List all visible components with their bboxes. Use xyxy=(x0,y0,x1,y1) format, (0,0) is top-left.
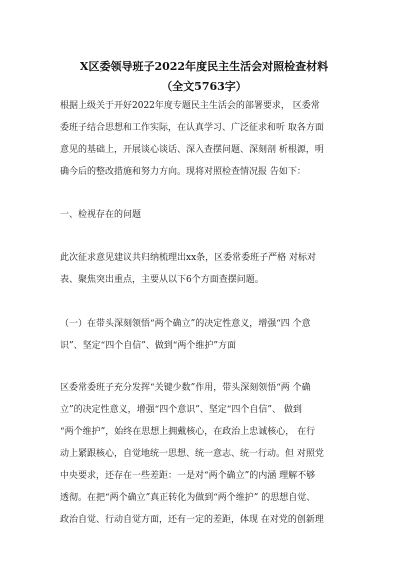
body-line: 政治自觉、行动自觉方面，还有一定的差距，体现 在对党的创新理 xyxy=(60,515,324,525)
intro-line: 确今后的整改措施和努力方向。现将对照检查情况报 告如下： xyxy=(60,167,306,177)
intro-line: 根据上级关于开好2022年度专题民主生活会的部署要求， 区委常 xyxy=(60,101,320,111)
document-title: X区委领导班子2022年度民主生活会对照检查材料 xyxy=(79,60,329,73)
section-heading: 一、检视存在的问题 xyxy=(60,210,142,220)
subsection-heading-line: （一）在带头深刻领悟“两个确立”的决定性意义，增强“四 个意 xyxy=(60,319,311,329)
subsection-heading-line: 识”、坚定“四个自信”、做到“两个维护”方面 xyxy=(60,341,237,351)
body-line: “两个维护”，始终在思想上拥戴核心，在政治上忠诚核心， 在行 xyxy=(60,427,316,437)
body-line: 中央要求，还存在一些差距：一是对“两个确立”的内涵 理解不够 xyxy=(60,471,316,481)
document-subtitle: （全文5763字） xyxy=(161,80,247,93)
body-line: 区委常委班子充分发挥“关键少数”作用，带头深刻领悟“两 个确 xyxy=(60,383,311,393)
section-line: 表、聚焦突出重点，主要从以下6个方面查摆问题。 xyxy=(60,275,264,285)
body-line: 动上紧跟核心，自觉地统一思想、统一意志、统一行动。但 对照党 xyxy=(60,449,324,459)
section-line: 此次征求意见建议共归纳梳理出xx条，区委常委班子严格 对标对 xyxy=(60,253,317,263)
intro-line: 委班子结合思想和工作实际，在认真学习、广泛征求和听 取各方面 xyxy=(60,123,324,133)
body-line: 立”的决定性意义，增强“四个意识”、坚定“四个自信”、 做到 xyxy=(60,405,302,415)
body-line: 透彻。在把“两个确立”真正转化为做到“两个维护” 的思想自觉、 xyxy=(60,493,316,503)
intro-line: 意见的基础上，开展谈心谈话、深入查摆问题、深刻剖 析根源，明 xyxy=(60,145,324,155)
